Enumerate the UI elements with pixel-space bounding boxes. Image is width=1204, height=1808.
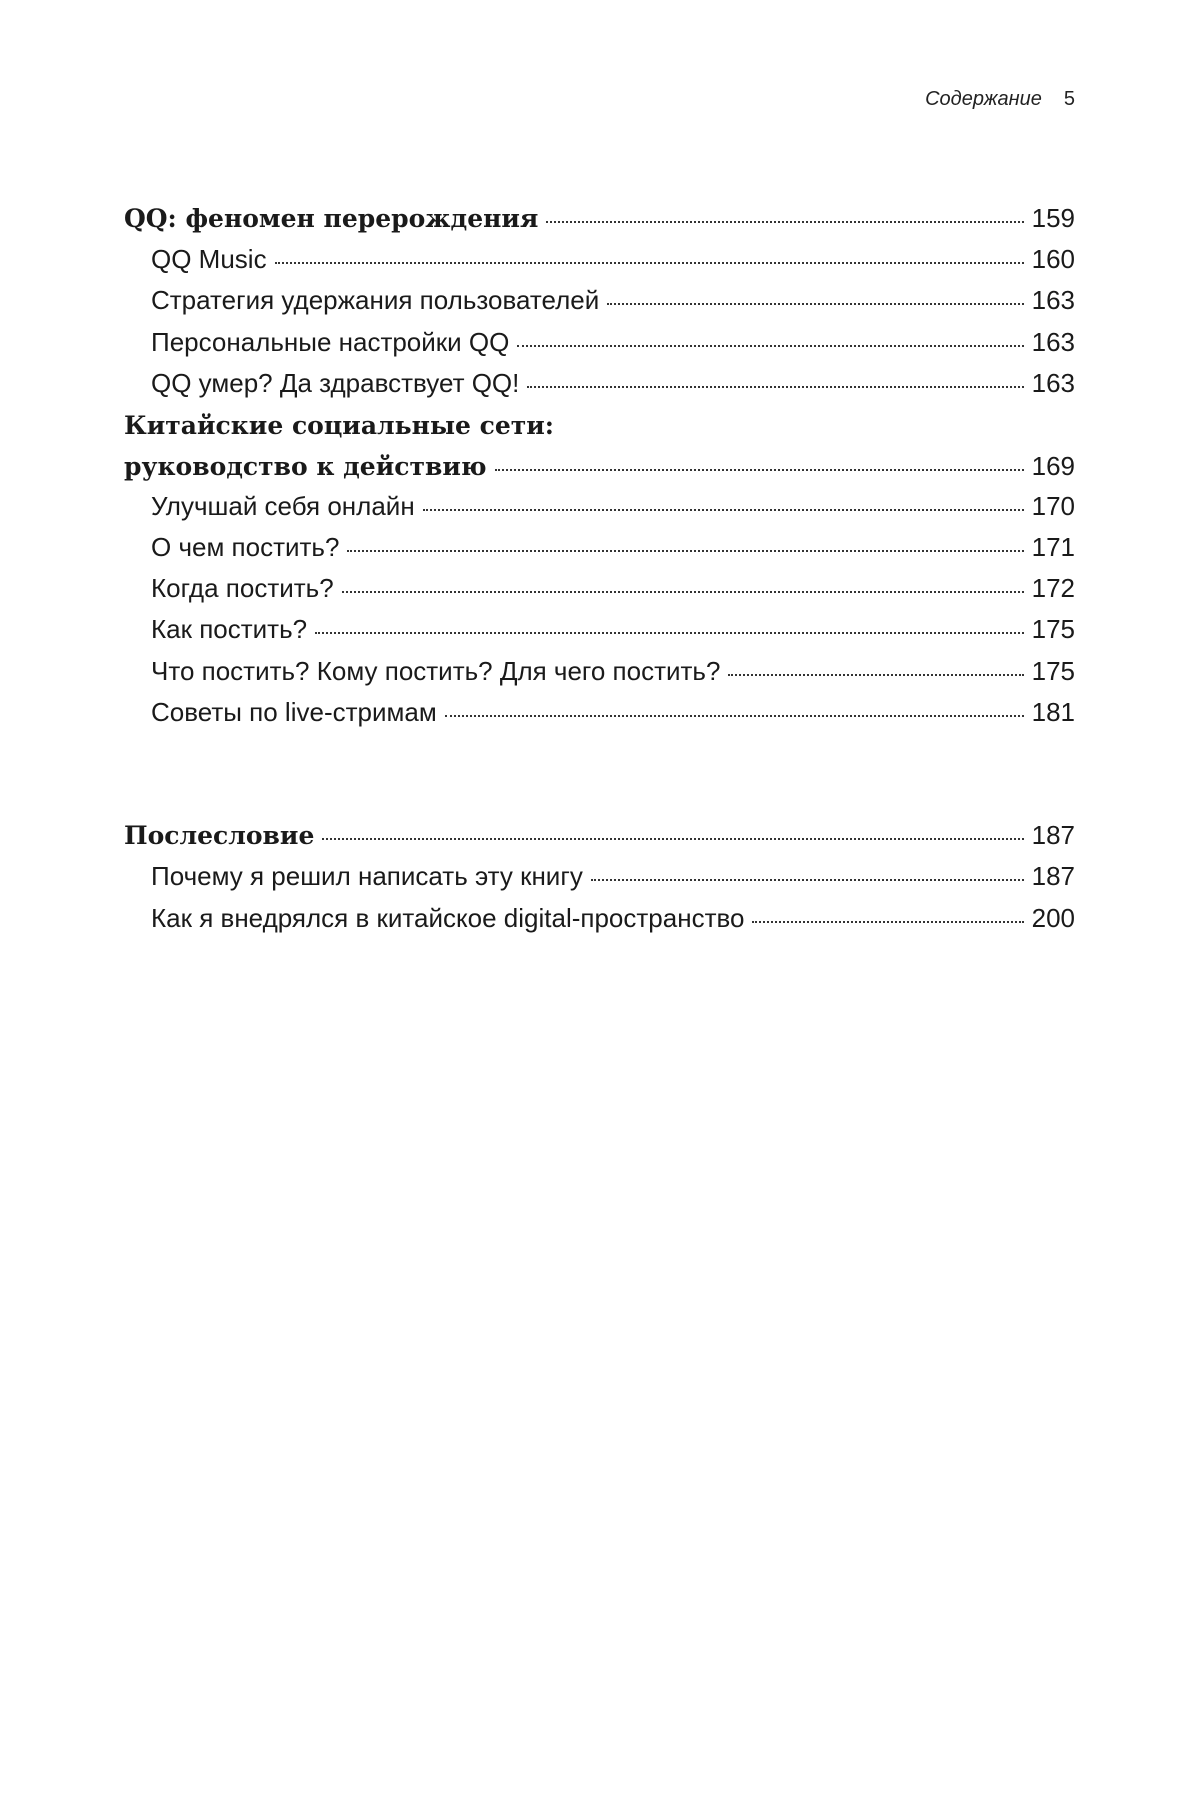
toc-label: QQ: феномен перерождения [124,204,539,233]
toc-page-number: 160 [1031,244,1075,274]
toc-item[interactable] [151,651,1075,692]
toc-label: руководство к действию [124,452,487,481]
toc-label: Что постить? Кому постить? Для чего постить? [151,656,721,686]
toc-page-number: 169 [1031,451,1075,481]
toc-item[interactable] [151,322,1075,363]
toc-label: QQ Music [151,244,267,274]
toc-label: О чем постить? [151,532,340,562]
page-number: 5 [1063,88,1075,110]
toc-item[interactable] [151,856,1075,897]
toc-item[interactable] [151,280,1075,321]
running-header-title: Содержание [925,88,1042,110]
toc-item[interactable] [151,609,1075,650]
toc-page-number: 187 [1031,861,1075,891]
toc-label: Почему я решил написать эту книгу [151,861,583,891]
toc-label: Стратегия удержания пользователей [151,285,600,315]
toc-page-number: 200 [1031,903,1075,933]
toc-label: Послесловие [124,821,315,850]
toc-item[interactable] [151,898,1075,939]
dot-leader [445,715,1024,717]
toc-item[interactable] [151,239,1075,280]
dot-leader [423,509,1024,511]
dot-leader [546,221,1023,223]
toc-page-number: 163 [1031,285,1075,315]
toc-page-number: 181 [1031,697,1075,727]
dot-leader [517,345,1023,347]
dot-leader [315,632,1024,634]
toc-item[interactable] [151,568,1075,609]
toc-item[interactable] [151,486,1075,527]
toc-page-number: 175 [1031,614,1075,644]
toc-label: Как постить? [151,614,308,644]
dot-leader [275,262,1024,264]
toc-label: Улучшай себя онлайн [151,491,415,521]
toc-section[interactable] [124,446,1075,487]
toc-page-number: 159 [1031,203,1075,233]
dot-leader [527,386,1023,388]
toc-page-number: 171 [1031,532,1075,562]
dot-leader [752,921,1023,923]
dot-leader [495,469,1024,471]
toc-label: Как я внедрялся в китайское digital-пространство [151,903,745,933]
toc-page-number: 187 [1031,820,1075,850]
dot-leader [591,879,1024,881]
toc-label: Когда постить? [151,573,334,603]
toc-item[interactable] [151,527,1075,568]
toc-section[interactable] [124,815,1075,856]
running-header [925,88,1075,111]
dot-leader [728,674,1023,676]
dot-leader [322,838,1023,840]
toc-item[interactable] [151,363,1075,404]
toc-item[interactable] [151,692,1075,733]
toc-page-number: 175 [1031,656,1075,686]
dot-leader [347,550,1023,552]
toc-label: Персональные настройки QQ [151,327,510,357]
toc-page-number: 163 [1031,327,1075,357]
section-title-line1: Китайские социальные сети: [124,411,555,440]
dot-leader [607,303,1023,305]
toc-label: QQ умер? Да здравствует QQ! [151,368,520,398]
toc-label: Советы по live-стримам [151,697,437,727]
toc-page-number: 163 [1031,368,1075,398]
toc-page-number: 172 [1031,573,1075,603]
toc-page-number: 170 [1031,491,1075,521]
dot-leader [342,591,1024,593]
toc-section[interactable] [124,198,1075,239]
